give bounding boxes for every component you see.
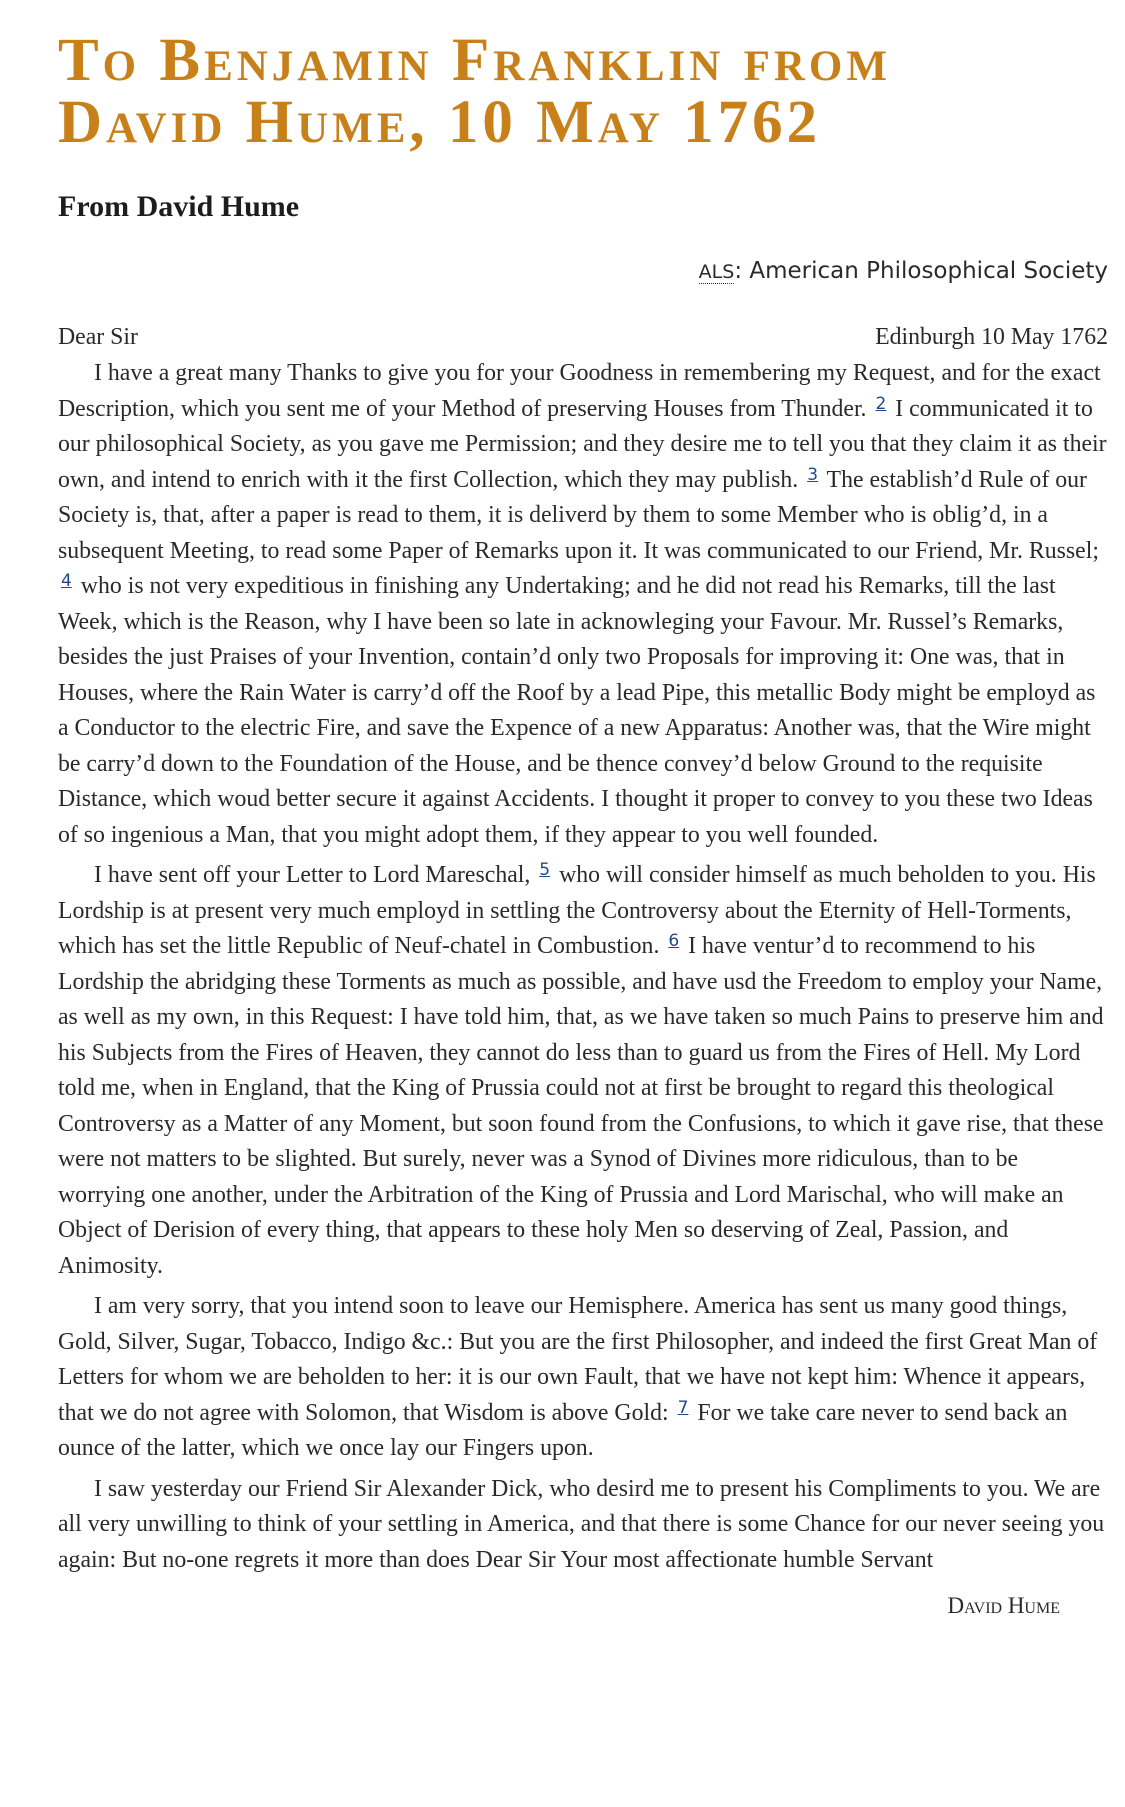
paragraph-4: [58, 1472, 1108, 1579]
paragraph-3: [58, 1289, 1108, 1467]
paragraph-3-text-1: I am very sorry, that you intend soon to leave our Hemisphere. America has sent us many good things, Gold, Silver, Sugar, Tobacco, Indigo &c.: But you are the first Philosopher, and indeed the first Great Man of Letters for whom we are beholden to her: it is our own Fault, that we have not kept him: Whence it appears, that we do not agree with Solomon, that Wisdom is above Gold:: [58, 1293, 1098, 1426]
title-line-1: To Benjamin Franklin from: [58, 27, 891, 94]
paragraph-1: [58, 356, 1108, 853]
paragraph-1-text-3: The establish’d Rule of our Society is, that, after a paper is read to them, it is deliverd by them to some Member who is oblig’d, in a subsequent Meeting, to read some Paper of Remarks upon it. It was communicated to our Friend, Mr. Russel;: [58, 466, 1099, 564]
footnote-link-4[interactable]: 4: [61, 571, 72, 591]
paragraph-2-text-3: I have ventur’d to recommend to his Lordship the abridging these Torments as much as possible, and have usd the Freedom to employ your Name, as well as my own, in this Request: I have told him, that, as we have taken so much Pains to preserve him and his Subjects from the Fires of Heaven, they cannot do less than to guard us from the Fires of Hell. My Lord told me, when in England, that the King of Prussia could not at first be brought to regard this theological Controversy as a Matter of any Moment, but soon found from the Confusions, to which it gave rise, that these were not matters to be slighted. But surely, never was a Synod of Divines more ridiculous, than to be worrying one another, under the Arbitration of the King of Prussia and Lord Marischal, who will make an Object of Derision of every thing, that appears to these holy Men so deserving of Zeal, Passion, and Animosity.: [58, 933, 1104, 1279]
paragraph-3-text-2: For we take care never to send back an ounce of the latter, which we once lay our Fingers upon.: [58, 1399, 1068, 1461]
paragraph-1-text-2: I communicated it to our philosophical Society, as you gave me Permission; and they desire me to tell you that they claim it as their own, and intend to enrich with it the first Collection, which they may publish.: [58, 395, 1107, 493]
letter-body: [58, 320, 1108, 1624]
footnote-link-6[interactable]: 6: [668, 931, 680, 951]
paragraph-4-text-1: I saw yesterday our Friend Sir Alexander Dick, who desird me to present his Compliments to you. We are all very unwilling to think of your settling in America, and that there is some Chance for our never seeing you again: But no-one regrets it more than does Dear Sir Your most affectionate humble Servant: [58, 1475, 1105, 1573]
paragraph-2-text-1: I have sent off your Letter to Lord Mareschal,: [94, 862, 531, 888]
source-line: [699, 258, 1108, 284]
footnote-link-2[interactable]: 2: [875, 393, 887, 414]
footnote-link-3[interactable]: 3: [807, 464, 819, 485]
source-abbreviation[interactable]: ALS: [698, 261, 735, 283]
document-title: [58, 27, 1098, 156]
footnote-link-5[interactable]: 5: [539, 860, 551, 880]
signature: David Hume: [947, 1593, 1060, 1618]
salutation: Dear Sir: [58, 324, 138, 350]
paragraph-1-text-4: who is not very expeditious in finishing any Undertaking; and he did not read his Remarks, till the last Week, which is the Reason, why I have been so late in acknowleging your Favour. Mr. Russel’s Remarks, besides the just Praises of your Invention, contain’d only two Proposals for improving it: One was, that in Houses, where the Rain Water is carry’d off the Roof by a lead Pipe, this metallic Body might be employd as a Conductor to the electric Fire, and save the Expence of a new Apparatus: Another was, that the Wire might be carry’d down to the Foundation of the House, and be thence convey’d below Ground to the requisite Distance, which woud better secure it against Accidents. I thought it proper to convey to you these two Ideas of so ingenious a Man, that you might adopt them, if they appear to you well founded.: [58, 573, 1096, 848]
author-heading: From David Hume: [58, 190, 300, 223]
title-line-2: David Hume, 10 May 1762: [58, 89, 822, 156]
letter-header-row: [58, 320, 1108, 356]
paragraph-1-text-1: I have a great many Thanks to give you for your Goodness in remembering my Request, and for the exact Description, which you sent me of your Method of preserving Houses from Thunder.: [58, 360, 1101, 422]
paragraph-2-text-2: who will consider himself as much beholden to you. His Lordship is at present very much employd in settling the Controversy about the Eternity of Hell-Torments, which has set the little Republic of Neuf-chatel in Combustion.: [58, 862, 1096, 959]
dateline: Edinburgh 10 May 1762: [875, 324, 1108, 350]
paragraph-2: [58, 858, 1108, 1284]
footnote-link-7[interactable]: 7: [677, 1397, 689, 1418]
source-text: : American Philosophical Society: [734, 258, 1108, 284]
